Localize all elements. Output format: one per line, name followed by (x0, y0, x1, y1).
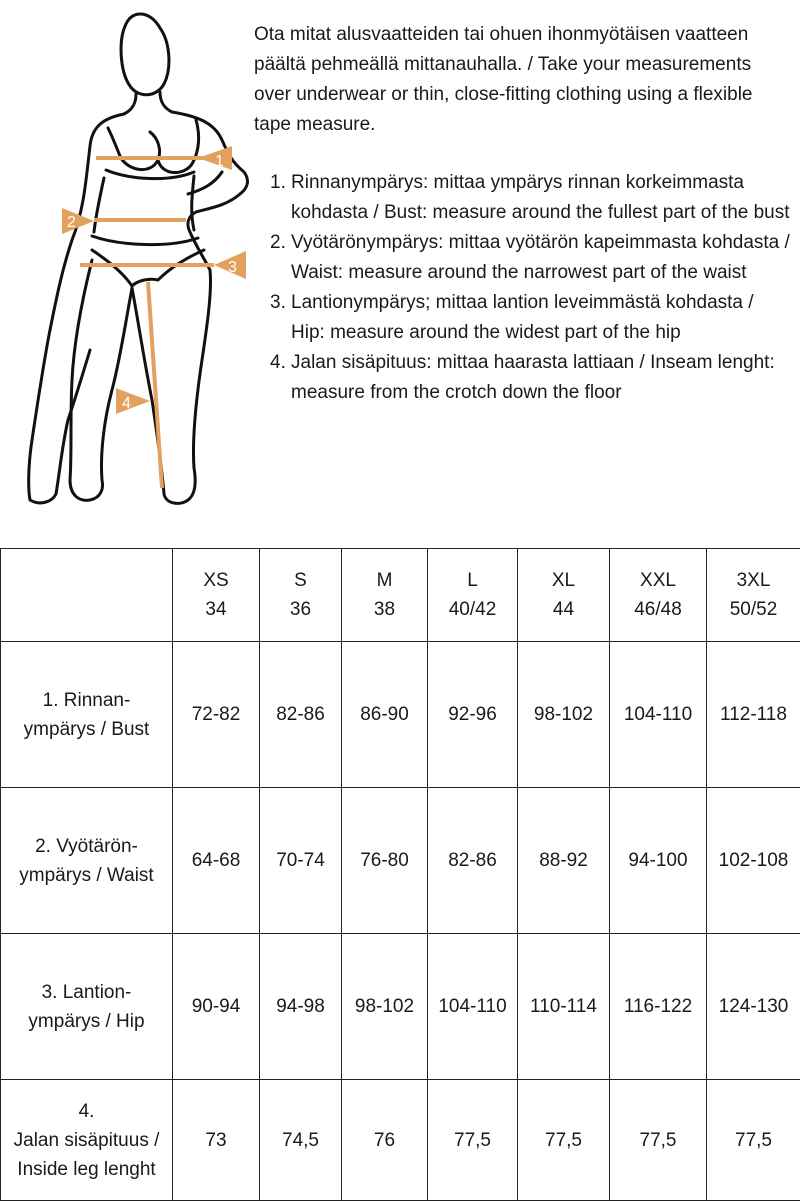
table-row-inseam (1, 1080, 800, 1201)
table-cell: 70-74 (260, 788, 342, 934)
table-cell: 77,5 (518, 1080, 610, 1201)
body-outline (29, 14, 248, 503)
table-cell: 104-110 (428, 934, 518, 1080)
size-chart-table (0, 548, 800, 1201)
size-header-cell: M 38 (342, 549, 428, 642)
marker-3-label: 3 (228, 259, 237, 276)
row-label: 3. Lantion- ympärys / Hip (1, 934, 173, 1080)
corner-cell (1, 549, 173, 642)
table-cell: 98-102 (342, 934, 428, 1080)
table-row-hip (1, 934, 800, 1080)
step-item (270, 348, 790, 408)
table-cell: 98-102 (518, 642, 610, 788)
row-label: 2. Vyötärön- ympärys / Waist (1, 788, 173, 934)
size-header-cell: XL 44 (518, 549, 610, 642)
table-cell: 124-130 (707, 934, 800, 1080)
table-cell: 94-98 (260, 934, 342, 1080)
table-cell: 104-110 (610, 642, 707, 788)
table-cell: 90-94 (173, 934, 260, 1080)
step-item (270, 228, 790, 288)
step-text: Rinnanympärys: mittaa ympärys rinnan korkeimmasta kohdasta / Bust: measure around the fullest part of the bust (291, 172, 790, 223)
step-number: 3. (270, 288, 286, 318)
table-cell: 116-122 (610, 934, 707, 1080)
marker-4-label: 4 (122, 395, 131, 412)
table-cell: 92-96 (428, 642, 518, 788)
intro-text: Ota mitat alusvaatteiden tai ohuen ihonmyötäisen vaatteen päältä pehmeällä mittanauhalla. / Take your measurements over underwear or thin, close-fitting clothing using a flexible tape measure. (254, 20, 784, 140)
table-cell: 110-114 (518, 934, 610, 1080)
table-cell: 82-86 (260, 642, 342, 788)
step-number: 4. (270, 348, 286, 378)
table-cell: 112-118 (707, 642, 800, 788)
table-row-waist (1, 788, 800, 934)
table-cell: 73 (173, 1080, 260, 1201)
size-header-cell: XS 34 (173, 549, 260, 642)
table-cell: 76-80 (342, 788, 428, 934)
step-text: Lantionympärys; mittaa lantion leveimmästä kohdasta / Hip: measure around the widest part of the hip (291, 292, 754, 343)
table-cell: 88-92 (518, 788, 610, 934)
marker-1-label: 1 (215, 153, 224, 170)
body-measurement-figure (0, 0, 260, 520)
table-cell: 102-108 (707, 788, 800, 934)
table-cell: 74,5 (260, 1080, 342, 1201)
marker-2-label: 2 (67, 214, 76, 231)
size-header-cell: L 40/42 (428, 549, 518, 642)
size-header-cell: XXL 46/48 (610, 549, 707, 642)
table-cell: 64-68 (173, 788, 260, 934)
step-number: 1. (270, 168, 286, 198)
table-cell: 77,5 (610, 1080, 707, 1201)
row-label: 4. Jalan sisäpituus / Inside leg lenght (1, 1080, 173, 1201)
table-cell: 76 (342, 1080, 428, 1201)
step-number: 2. (270, 228, 286, 258)
step-text: Jalan sisäpituus: mittaa haarasta lattiaan / Inseam lenght: measure from the crotch down the floor (291, 352, 775, 403)
size-header-cell: S 36 (260, 549, 342, 642)
table-cell: 72-82 (173, 642, 260, 788)
table-cell: 77,5 (428, 1080, 518, 1201)
step-item (270, 168, 790, 228)
table-row-bust (1, 642, 800, 788)
size-header-row (1, 549, 800, 642)
table-cell: 82-86 (428, 788, 518, 934)
table-cell: 86-90 (342, 642, 428, 788)
measurement-steps (270, 168, 790, 408)
row-label: 1. Rinnan- ympärys / Bust (1, 642, 173, 788)
step-item (270, 288, 790, 348)
table-cell: 77,5 (707, 1080, 800, 1201)
size-header-cell: 3XL 50/52 (707, 549, 800, 642)
step-text: Vyötärönympärys: mittaa vyötärön kapeimmasta kohdasta / Waist: measure around the narrowest part of the waist (291, 232, 790, 283)
table-cell: 94-100 (610, 788, 707, 934)
